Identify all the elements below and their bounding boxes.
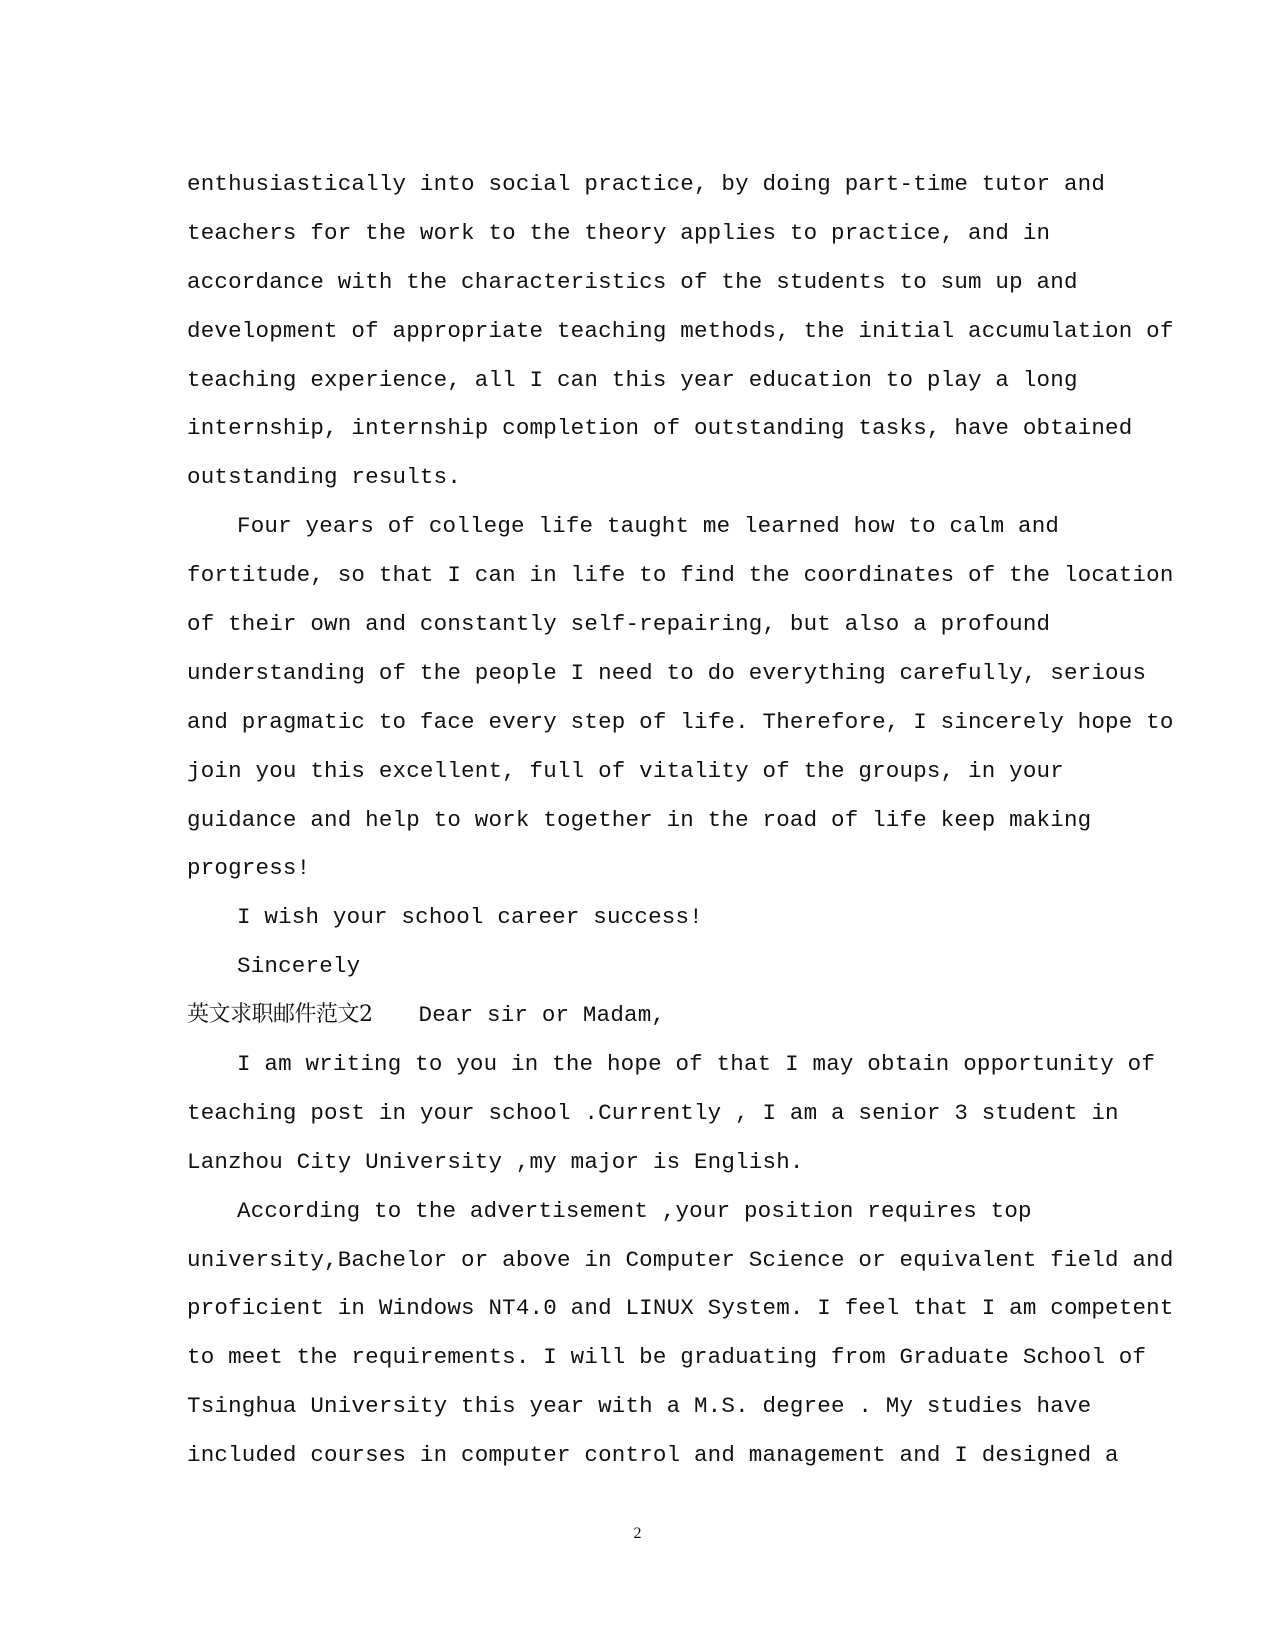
text-line: included courses in computer control and management and I designed a	[187, 1442, 1119, 1469]
text-line: and pragmatic to face every step of life. Therefore, I sincerely hope to	[187, 708, 1174, 735]
text-line: teaching post in your school .Currently , I am a senior 3 student in	[187, 1099, 1119, 1126]
text-line: to meet the requirements. I will be graduating from Graduate School of	[187, 1344, 1147, 1371]
page-number: 2	[633, 1525, 642, 1542]
text-line: teaching experience, all I can this year education to play a long	[187, 366, 1078, 393]
paragraph-college-life	[187, 502, 1174, 893]
text-line: Four years of college life taught me learned how to calm and	[237, 513, 1060, 540]
text-line: outstanding results.	[187, 464, 462, 491]
text-line: development of appropriate teaching methods, the initial accumulation of	[187, 317, 1174, 344]
text-line: internship, internship completion of outstanding tasks, have obtained	[187, 415, 1133, 442]
closing-wish: I wish your school career success!	[237, 904, 703, 931]
text-line: accordance with the characteristics of the students to sum up and	[187, 268, 1078, 295]
text-line: I am writing to you in the hope of that I may obtain opportunity of	[237, 1051, 1156, 1078]
text-line: Lanzhou City University ,my major is English.	[187, 1148, 804, 1175]
paragraph-practice	[187, 160, 1174, 502]
text-line: progress!	[187, 855, 311, 882]
paragraph-intro	[187, 1040, 1156, 1187]
text-line: fortitude, so that I can in life to find the coordinates of the location	[187, 562, 1174, 589]
closing-sign: Sincerely	[237, 953, 361, 980]
text-line: university,Bachelor or above in Computer Science or equivalent field and	[187, 1246, 1174, 1273]
text-line: teachers for the work to the theory applies to practice, and in	[187, 219, 1051, 246]
text-line: understanding of the people I need to do everything carefully, serious	[187, 659, 1147, 686]
paragraph-requirements	[187, 1187, 1174, 1480]
text-line: enthusiastically into social practice, by doing part-time tutor and	[187, 171, 1106, 197]
text-line: Tsinghua University this year with a M.S. degree . My studies have	[187, 1393, 1092, 1420]
text-line: According to the advertisement ,your position requires top	[237, 1197, 1032, 1224]
section-heading-line	[187, 991, 1107, 1040]
text-line: join you this excellent, full of vitality of the groups, in your	[187, 757, 1064, 784]
salutation: Dear sir or Madam,	[418, 1002, 666, 1029]
body-text	[187, 160, 1174, 1480]
text-line: guidance and help to work together in the road of life keep making	[187, 806, 1092, 833]
text-line: proficient in Windows NT4.0 and LINUX System. I feel that I am competent	[187, 1295, 1174, 1322]
section-heading: 英文求职邮件范文2	[187, 1002, 373, 1028]
text-line: of their own and constantly self-repairing, but also a profound	[187, 611, 1051, 638]
